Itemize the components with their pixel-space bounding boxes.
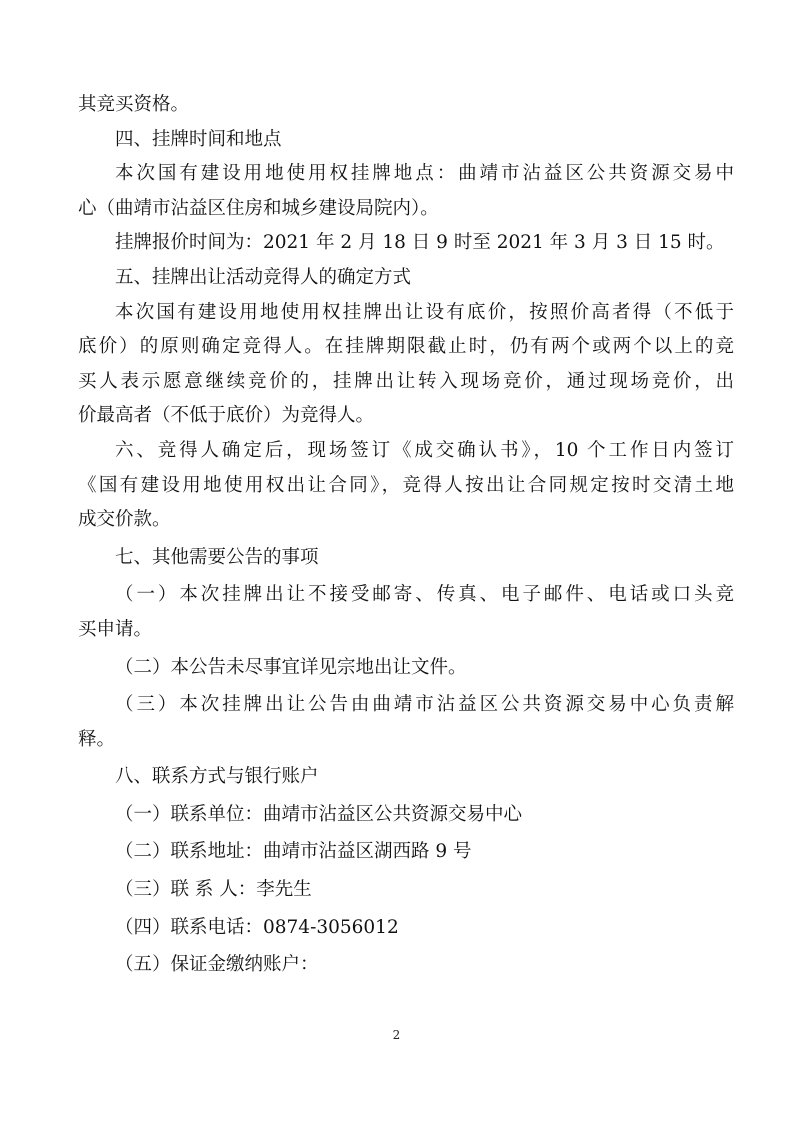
- paragraph-line: 心（曲靖市沾益区住房和城乡建设局院内）。: [78, 197, 439, 219]
- section-heading-8: 八、联系方式与银行账户: [115, 766, 319, 788]
- section-heading-4: 四、挂牌时间和地点: [115, 128, 282, 150]
- paragraph-line: 成交价款。: [78, 509, 171, 531]
- paragraph-line: 其竞买资格。: [78, 94, 190, 115]
- page-number: 2: [392, 1028, 401, 1042]
- paragraph-line: 价最高者（不低于底价）为竞得人。: [78, 405, 375, 427]
- list-item: （一）本次挂牌出让不接受邮寄、传真、电子邮件、电话或口头竞: [115, 584, 734, 606]
- paragraph-line: 本次国有建设用地使用权挂牌出让设有底价，按照价高者得（不低于: [115, 301, 734, 323]
- list-item: （五）保证金缴纳账户：: [115, 954, 319, 976]
- paragraph-line: 《国有建设用地使用权出让合同》，竞得人按出让合同规定按时交清土地: [78, 474, 734, 496]
- paragraph-line: 释。: [78, 728, 116, 750]
- paragraph-line: 挂牌报价时间为：2021 年 2 月 18 日 9 时至 2021 年 3 月 3 日 15 时。: [115, 232, 725, 254]
- document-body: [78, 88, 734, 983]
- list-item: （四）联系电话：0874-3056012: [115, 916, 399, 938]
- section-heading-5: 五、挂牌出让活动竞得人的确定方式: [115, 266, 412, 288]
- list-item: （三）联 系 人：李先生: [115, 879, 312, 901]
- paragraph-line: 底价）的原则确定竞得人。在挂牌期限截止时，仍有两个或两个以上的竞: [78, 336, 734, 358]
- section-heading-7: 七、其他需要公告的事项: [115, 546, 319, 568]
- section-heading-6: 六、竞得人确定后，现场签订《成交确认书》，10 个工作日内签订: [115, 439, 734, 461]
- list-item: （三）本次挂牌出让公告由曲靖市沾益区公共资源交易中心负责解: [115, 694, 734, 716]
- paragraph-line: 本次国有建设用地使用权挂牌地点：曲靖市沾益区公共资源交易中: [115, 163, 734, 185]
- list-item: （二）联系地址：曲靖市沾益区湖西路 9 号: [115, 841, 472, 863]
- list-item: （二）本公告未尽事宜详见宗地出让文件。: [115, 656, 467, 678]
- paragraph-line: 买申请。: [78, 618, 153, 640]
- list-item: （一）联系单位：曲靖市沾益区公共资源交易中心: [115, 803, 523, 825]
- paragraph-line: 买人表示愿意继续竞价的，挂牌出让转入现场竞价，通过现场竞价，出: [78, 370, 734, 392]
